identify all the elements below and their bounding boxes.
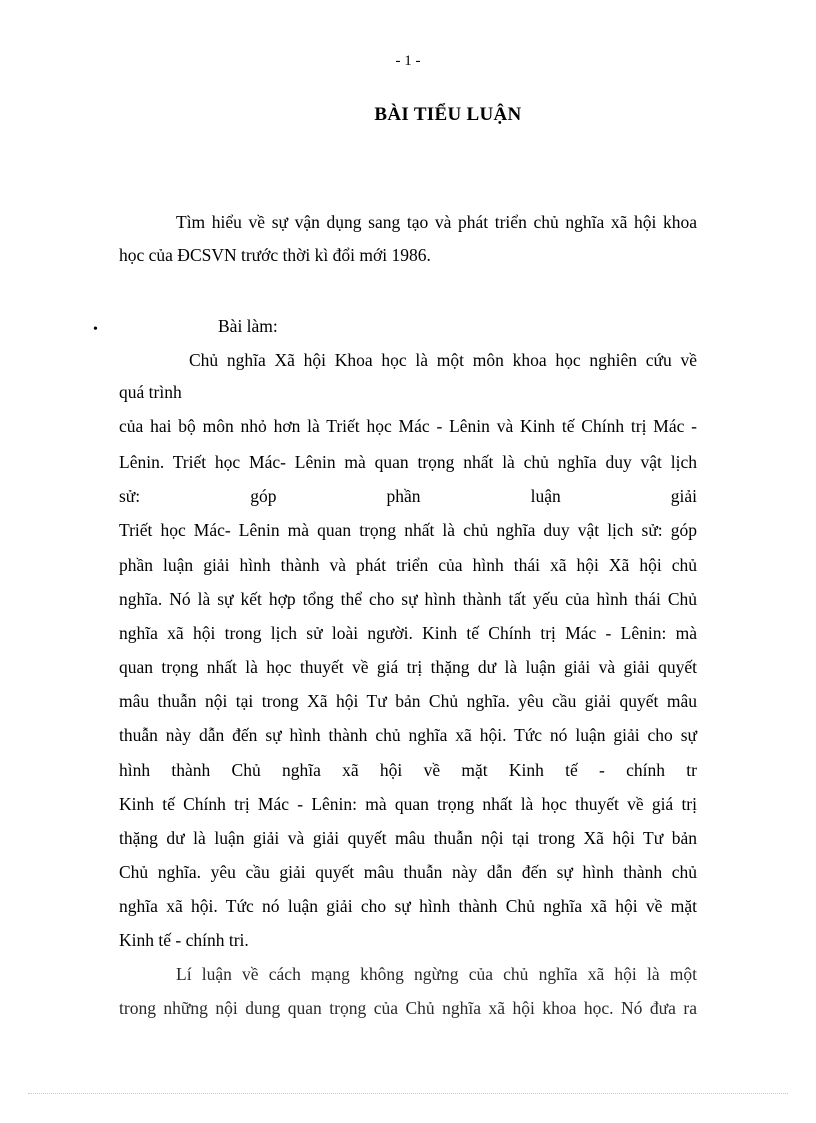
body-line: thặng dư là luận giải và giải quyết mâu thuẫn nội tại trong Xã hội Tư bản: [119, 828, 697, 848]
body-line: trong những nội dung quan trọng của Chủ nghĩa xã hội khoa học. Nó đưa ra: [119, 998, 697, 1018]
body-line: Kinh tế Chính trị Mác - Lênin: mà quan trọng nhất là học thuyết về giá trị: [119, 794, 697, 814]
topic-line-1: Tìm hiểu về sự vận dụng sang tạo và phát triển chủ nghĩa xã hội khoa: [176, 212, 697, 232]
body-line: phần luận giải hình thành và phát triển của hình thái xã hội Xã hội chủ: [119, 555, 697, 575]
body-line: Lí luận về cách mạng không ngừng của chủ nghĩa xã hội là một: [176, 964, 697, 984]
body-line: nghĩa xã hội trong lịch sử loài người. Kinh tế Chính trị Mác - Lênin: mà: [119, 623, 697, 643]
body-line: hình thành Chủ nghĩa xã hội về mặt Kinh tế - chính tr: [119, 760, 697, 780]
document-title: BÀI TIỂU LUẬN: [374, 104, 522, 125]
body-line: sử: góp phần luận giải: [119, 486, 697, 506]
body-line: thuẫn này dẫn đến sự hình thành chủ nghĩa xã hội. Tức nó luận giải cho sự: [119, 725, 697, 745]
body-line: quan trọng nhất là học thuyết về giá trị thặng dư là luận giải và giải quyết: [119, 657, 697, 677]
body-line: Kinh tế - chính tri.: [119, 930, 249, 950]
topic-line-2: học của ĐCSVN trước thời kì đổi mới 1986.: [119, 245, 431, 265]
body-line: quá trình: [119, 382, 182, 402]
page-number: - 1 -: [395, 53, 421, 69]
body-line: nghĩa. Nó là sự kết hợp tổng thể cho sự hình thành tất yếu của hình thái Chủ: [119, 589, 697, 609]
body-line: Triết học Mác- Lênin mà quan trọng nhất là chủ nghĩa duy vật lịch sử: góp: [119, 520, 697, 540]
body-line: mâu thuẫn nội tại trong Xã hội Tư bản Chủ nghĩa. yêu cầu giải quyết mâu: [119, 691, 697, 711]
section-heading: Bài làm:: [218, 316, 278, 336]
body-line: của hai bộ môn nhỏ hơn là Triết học Mác - Lênin và Kinh tế Chính trị Mác -: [119, 416, 697, 436]
body-line: Chủ nghĩa. yêu cầu giải quyết mâu thuẫn này dẫn đến sự hình thành chủ: [119, 862, 697, 882]
bullet-icon: •: [93, 322, 98, 337]
body-line: nghĩa xã hội. Tức nó luận giải cho sự hình thành Chủ nghĩa xã hội về mặt: [119, 896, 697, 916]
page-bottom-divider: [28, 1093, 788, 1094]
body-line: Chủ nghĩa Xã hội Khoa học là một môn khoa học nghiên cứu về: [189, 350, 697, 370]
body-line: Lênin. Triết học Mác- Lênin mà quan trọng nhất là chủ nghĩa duy vật lịch: [119, 452, 697, 472]
